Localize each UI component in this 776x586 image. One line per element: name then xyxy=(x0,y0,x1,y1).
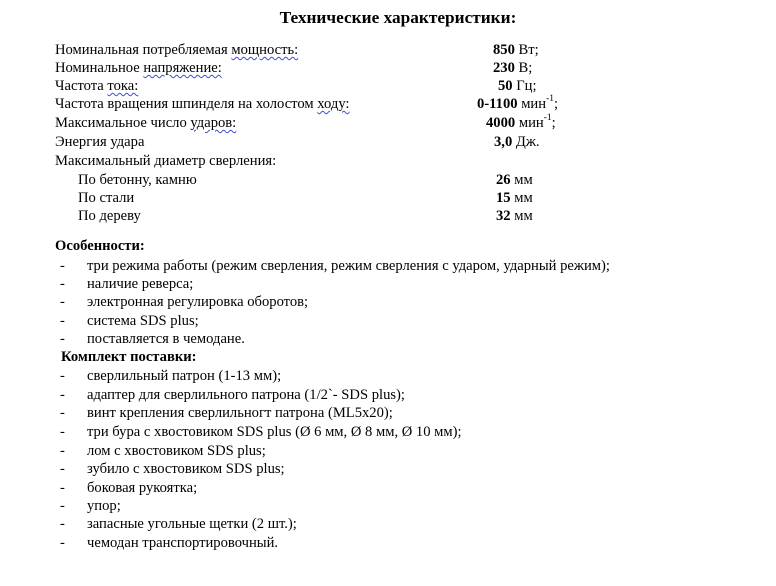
spec-label: По дереву xyxy=(78,208,141,224)
spellcheck-word: ударов: xyxy=(190,115,237,131)
spec-label: По стали xyxy=(78,190,135,206)
spellcheck-word: мощность: xyxy=(231,42,299,58)
spec-label: Частота вращения шпинделя на холостом ходу: xyxy=(55,96,350,112)
spec-value: 0-1100 мин$^{-1}$; xyxy=(477,94,559,112)
spec-row-impacts xyxy=(55,114,755,132)
spec-value: 850 Вт; xyxy=(493,42,539,58)
document-title: Технические характеристики: xyxy=(279,8,517,27)
spellcheck-word: ходу: xyxy=(317,96,350,112)
spec-label: Максимальный диаметр сверления: xyxy=(55,153,277,169)
spellcheck-word: тока: xyxy=(107,78,139,94)
spec-label: Максимальное число ударов: xyxy=(55,115,237,131)
spec-value: 3,0 Дж. xyxy=(494,134,540,150)
spec-value: 15 мм xyxy=(496,190,533,206)
spec-value: 26 мм xyxy=(496,172,533,188)
spec-label: Номинальное напряжение: xyxy=(55,60,222,76)
spec-row-power xyxy=(55,41,755,59)
spec-value: 230 В; xyxy=(493,60,533,76)
spec-row-steel xyxy=(55,189,755,207)
spec-value: 50 Гц; xyxy=(498,78,537,94)
spec-row-max-diameter xyxy=(55,152,755,170)
spec-row-spindle-speed xyxy=(55,95,755,113)
spec-value: 32 мм xyxy=(496,208,533,224)
spec-row-frequency xyxy=(55,77,755,95)
spec-row-concrete xyxy=(55,171,755,189)
spec-value: 4000 мин$^{-1}$; xyxy=(486,113,556,131)
spec-row-impact-energy xyxy=(55,133,755,151)
spec-label: Номинальная потребляемая мощность: xyxy=(55,42,299,58)
document-page: Технические характеристики: Номинальная потребляемая мощность: 850 Вт; Номинальное напряжение: 230 В; Частота тока: 50 Гц; Частота вращения шпинделя на холостом ходу: 0-1100 мин$^{-1}$; Максимальное число ударов: 4000 мин$^{-1}$; Энергия удара 3,0 Дж. Максимальный диаметр сверления: По бетонну, камню 26 мм По стали 15 мм По дереву 32 мм Особенности: - три режима работы (режим сверления, режим сверления с ударом, ударный режим); - наличие реверса; - электронная регулировка оборотов; - система SDS plus; - поставляется в чемодане. Комплект поставки: - сверлильный патрон (1-13 мм); - адаптер для сверлильного патрона (1/2`- SDS plus); - винт крепления сверлильногт патрона (ML5x20); - три бура с хвостовиком SDS plus (Ø 6 мм, Ø 8 мм, Ø 10 мм); - лом с хвостовиком SDS plus; - зубило с хвостовиком SDS plus; - боковая рукоятка; - упор; - запасные угольные щетки (2 шт.); - чемодан транспортировочный. xyxy=(0,0,776,586)
spec-label: Энергия удара xyxy=(55,134,145,150)
features-heading: Особенности: xyxy=(55,238,145,254)
spellcheck-word: напряжение: xyxy=(143,60,222,76)
spec-row-wood xyxy=(55,207,755,225)
kit-heading: Комплект поставки: xyxy=(61,349,197,365)
spec-label: По бетонну, камню xyxy=(78,172,197,188)
spec-row-voltage xyxy=(55,59,755,77)
spec-label: Частота тока: xyxy=(55,78,139,94)
